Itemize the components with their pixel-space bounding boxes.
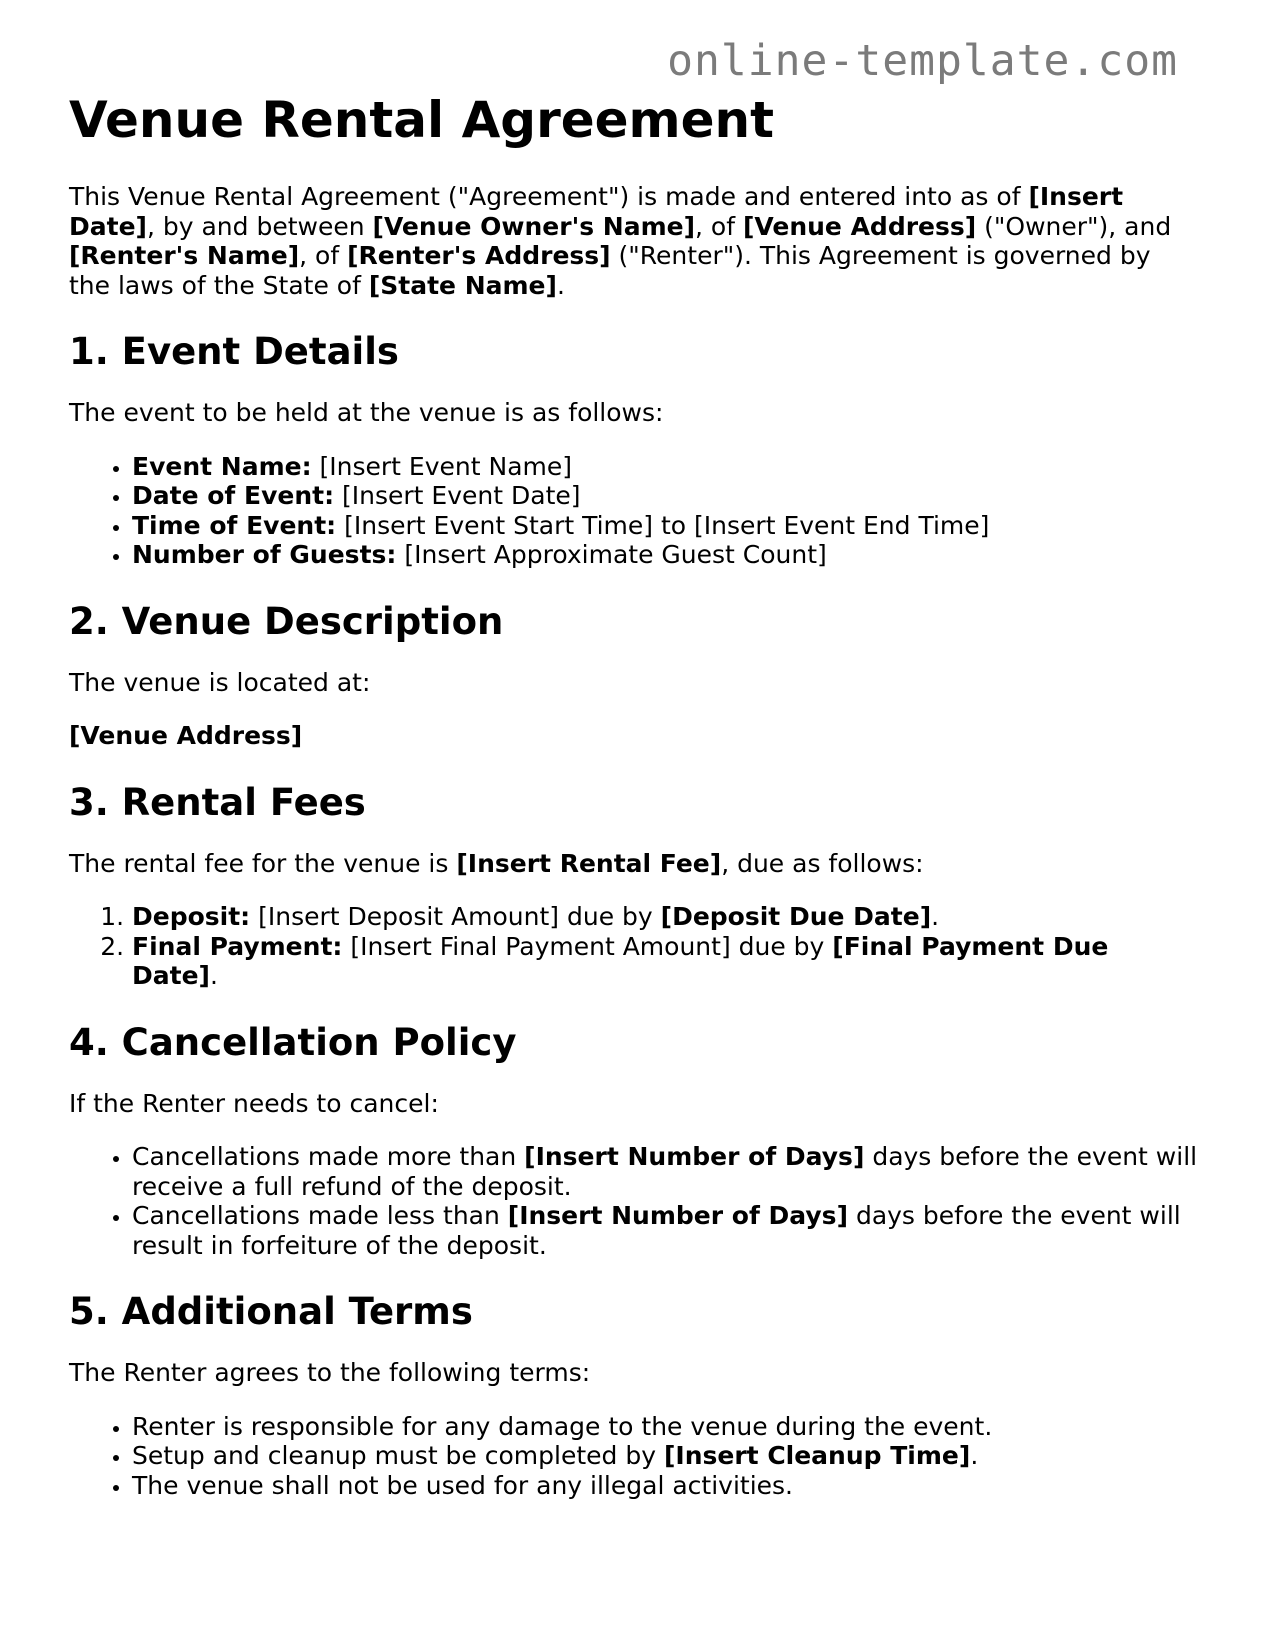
- list-item: • Event Name: [Insert Event Name]: [132, 452, 1199, 482]
- list-item: • Cancellations made less than [Insert Number of Days] days before the event will result in forfeiture of the deposit.: [132, 1201, 1199, 1260]
- terms-list: [69, 1412, 1199, 1501]
- cancellation-list: [69, 1142, 1199, 1260]
- section-lead: The rental fee for the venue is [Insert Rental Fee], due as follows:: [69, 848, 924, 878]
- list-item: • Time of Event: [Insert Event Start Time] to [Insert Event End Time]: [132, 511, 1199, 541]
- section-heading-event-details: 1. Event Details: [69, 330, 399, 373]
- event-details-list: [69, 452, 1199, 570]
- list-item: • Renter is responsible for any damage to the venue during the event.: [132, 1412, 1199, 1442]
- section-lead: The event to be held at the venue is as follows:: [69, 398, 664, 427]
- list-item: 1. Deposit: [Insert Deposit Amount] due by [Deposit Due Date].: [132, 902, 1199, 932]
- document-title: Venue Rental Agreement: [69, 91, 775, 149]
- list-item: 2. Final Payment: [Insert Final Payment Amount] due by [Final Payment Due Date].: [132, 932, 1199, 991]
- list-item: • Setup and cleanup must be completed by [Insert Cleanup Time].: [132, 1441, 1199, 1471]
- intro-paragraph: This Venue Rental Agreement ("Agreement") is made and entered into as of [Insert Date], by and between [Venue Owner's Name], of [Venue Address] ("Owner"), and [Renter's Name], of [Renter's Address] ("Renter"). This Agreement is governed by the laws of the State of [State Name].: [69, 182, 1172, 300]
- section-lead: The Renter agrees to the following terms:: [69, 1358, 591, 1387]
- section-lead: The venue is located at:: [69, 667, 371, 697]
- section-lead: If the Renter needs to cancel:: [69, 1088, 439, 1118]
- section-heading-rental-fees: 3. Rental Fees: [69, 780, 366, 824]
- section-heading-cancellation-policy: 4. Cancellation Policy: [69, 1020, 517, 1064]
- venue-address: [Venue Address]: [69, 721, 303, 750]
- list-item: • Number of Guests: [Insert Approximate Guest Count]: [132, 540, 1199, 570]
- document-page: [69, 88, 1199, 1500]
- list-item: • The venue shall not be used for any illegal activities.: [132, 1471, 1199, 1501]
- section-heading-venue-description: 2. Venue Description: [69, 599, 504, 643]
- list-item: • Cancellations made more than [Insert Number of Days] days before the event will receive a full refund of the deposit.: [132, 1142, 1199, 1201]
- watermark: online-template.com: [667, 36, 1178, 86]
- list-item: • Date of Event: [Insert Event Date]: [132, 481, 1199, 511]
- payment-list: [69, 902, 1199, 991]
- section-heading-additional-terms: 5. Additional Terms: [69, 1290, 473, 1333]
